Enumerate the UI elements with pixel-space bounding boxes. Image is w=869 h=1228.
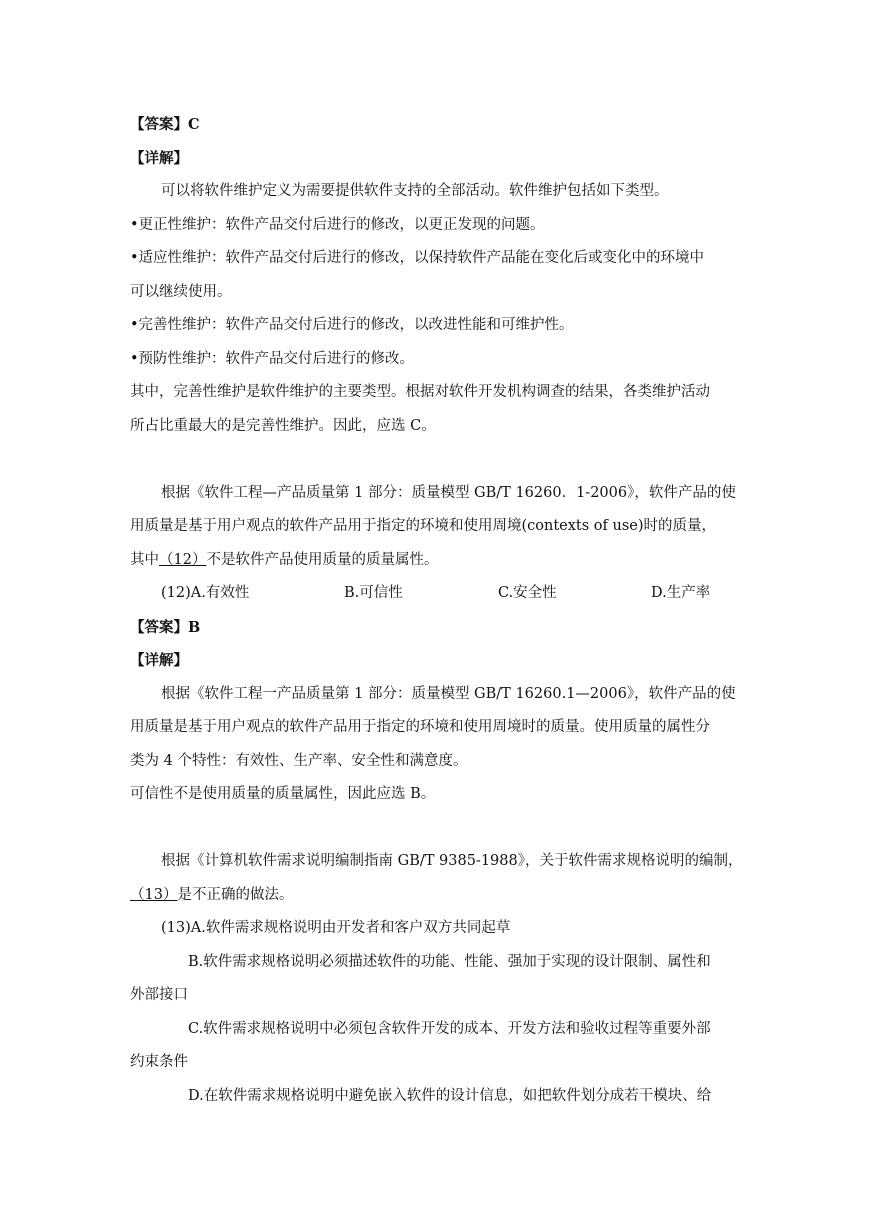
question12-stem-prefix: 其中 bbox=[130, 551, 159, 568]
conclusion-line1: 其中，完善性维护是软件维护的主要类型。根据对软件开发机构调查的结果，各类维护活动 bbox=[130, 384, 710, 400]
detail-heading-11: 【详解】 bbox=[130, 149, 188, 167]
question12-blank: （12） bbox=[159, 551, 207, 568]
question13-option-c-line2: 约束条件 bbox=[130, 1054, 188, 1070]
question12-detail-line4: 可信性不是使用质量的质量属性，因此应选 B。 bbox=[130, 786, 436, 802]
question12-stem-line1: 根据《软件工程—产品质量第 1 部分：质量模型 GB/T 16260．1-2006》，软件产品的使 bbox=[161, 484, 736, 501]
question12-option-c: C.安全性 bbox=[498, 585, 557, 601]
detail-heading-12: 【详解】 bbox=[130, 652, 188, 669]
bullet-adaptive-line1: •适应性维护：软件产品交付后进行的修改，以保持软件产品能在变化后或变化中的环境中 bbox=[130, 250, 705, 266]
question13-option-b-line1: B.软件需求规格说明必须描述软件的功能、性能、强加于实现的设计限制、属性和 bbox=[188, 953, 711, 970]
bullet-preventive: •预防性维护：软件产品交付后进行的修改。 bbox=[130, 350, 415, 367]
question13-option-c-line1: C.软件需求规格说明中必须包含软件开发的成本、开发方法和验收过程等重要外部 bbox=[188, 1020, 711, 1037]
question12-stem-suffix: 不是软件产品使用质量的质量属性。 bbox=[206, 551, 439, 568]
question13-option-a: (13)A.软件需求规格说明由开发者和客户双方共同起草 bbox=[161, 920, 511, 936]
question13-stem-line1: 根据《计算机软件需求说明编制指南 GB/T 9385-1988》，关于软件需求规格说明的编制， bbox=[161, 853, 743, 869]
bullet-perfective: •完善性维护：软件产品交付后进行的修改，以改进性能和可维护性。 bbox=[130, 317, 574, 333]
question12-stem-line2: 用质量是基于用户观点的软件产品用于指定的环境和使用周境(contexts of use)时的质量， bbox=[130, 518, 717, 534]
document-content bbox=[130, 108, 742, 1113]
question12-detail-line2: 用质量是基于用户观点的软件产品用于指定的环境和使用周境时的质量。使用质量的属性分 bbox=[130, 719, 710, 735]
question12-detail-line3: 类为 4 个特性：有效性、生产率、安全性和满意度。 bbox=[130, 752, 468, 769]
detail-intro-11: 可以将软件维护定义为需要提供软件支持的全部活动。软件维护包括如下类型。 bbox=[161, 183, 669, 199]
section-gap bbox=[130, 443, 742, 477]
question13-stem-line2 bbox=[130, 879, 742, 913]
bullet-corrective: •更正性维护：软件产品交付后进行的修改，以更正发现的问题。 bbox=[130, 216, 545, 233]
question12-detail-line1: 根据《软件工程一产品质量第 1 部分：质量模型 GB/T 16260.1—2006》，软件产品的使 bbox=[161, 685, 736, 702]
conclusion-line2: 所占比重最大的是完善性维护。因此，应选 C。 bbox=[130, 417, 436, 434]
question12-option-b: B.可信性 bbox=[344, 585, 403, 601]
question13-blank: （13） bbox=[130, 886, 178, 903]
question12-option-a: (12)A.有效性 bbox=[161, 585, 250, 601]
question12-option-d: D.生产率 bbox=[651, 585, 711, 601]
answer-label-11: 【答案】C bbox=[130, 116, 200, 133]
question13-stem-suffix: 是不正确的做法。 bbox=[177, 886, 294, 903]
question12-stem-line3 bbox=[130, 544, 742, 578]
answer-label-12: 【答案】B bbox=[130, 618, 201, 636]
question13-option-d-line1: D.在软件需求规格说明中避免嵌入软件的设计信息，如把软件划分成若干模块、给 bbox=[188, 1087, 712, 1104]
question13-option-b-line2: 外部接口 bbox=[130, 987, 188, 1003]
question12-options bbox=[130, 577, 742, 611]
bullet-adaptive-line2: 可以继续使用。 bbox=[130, 283, 232, 300]
section-gap bbox=[130, 812, 742, 846]
